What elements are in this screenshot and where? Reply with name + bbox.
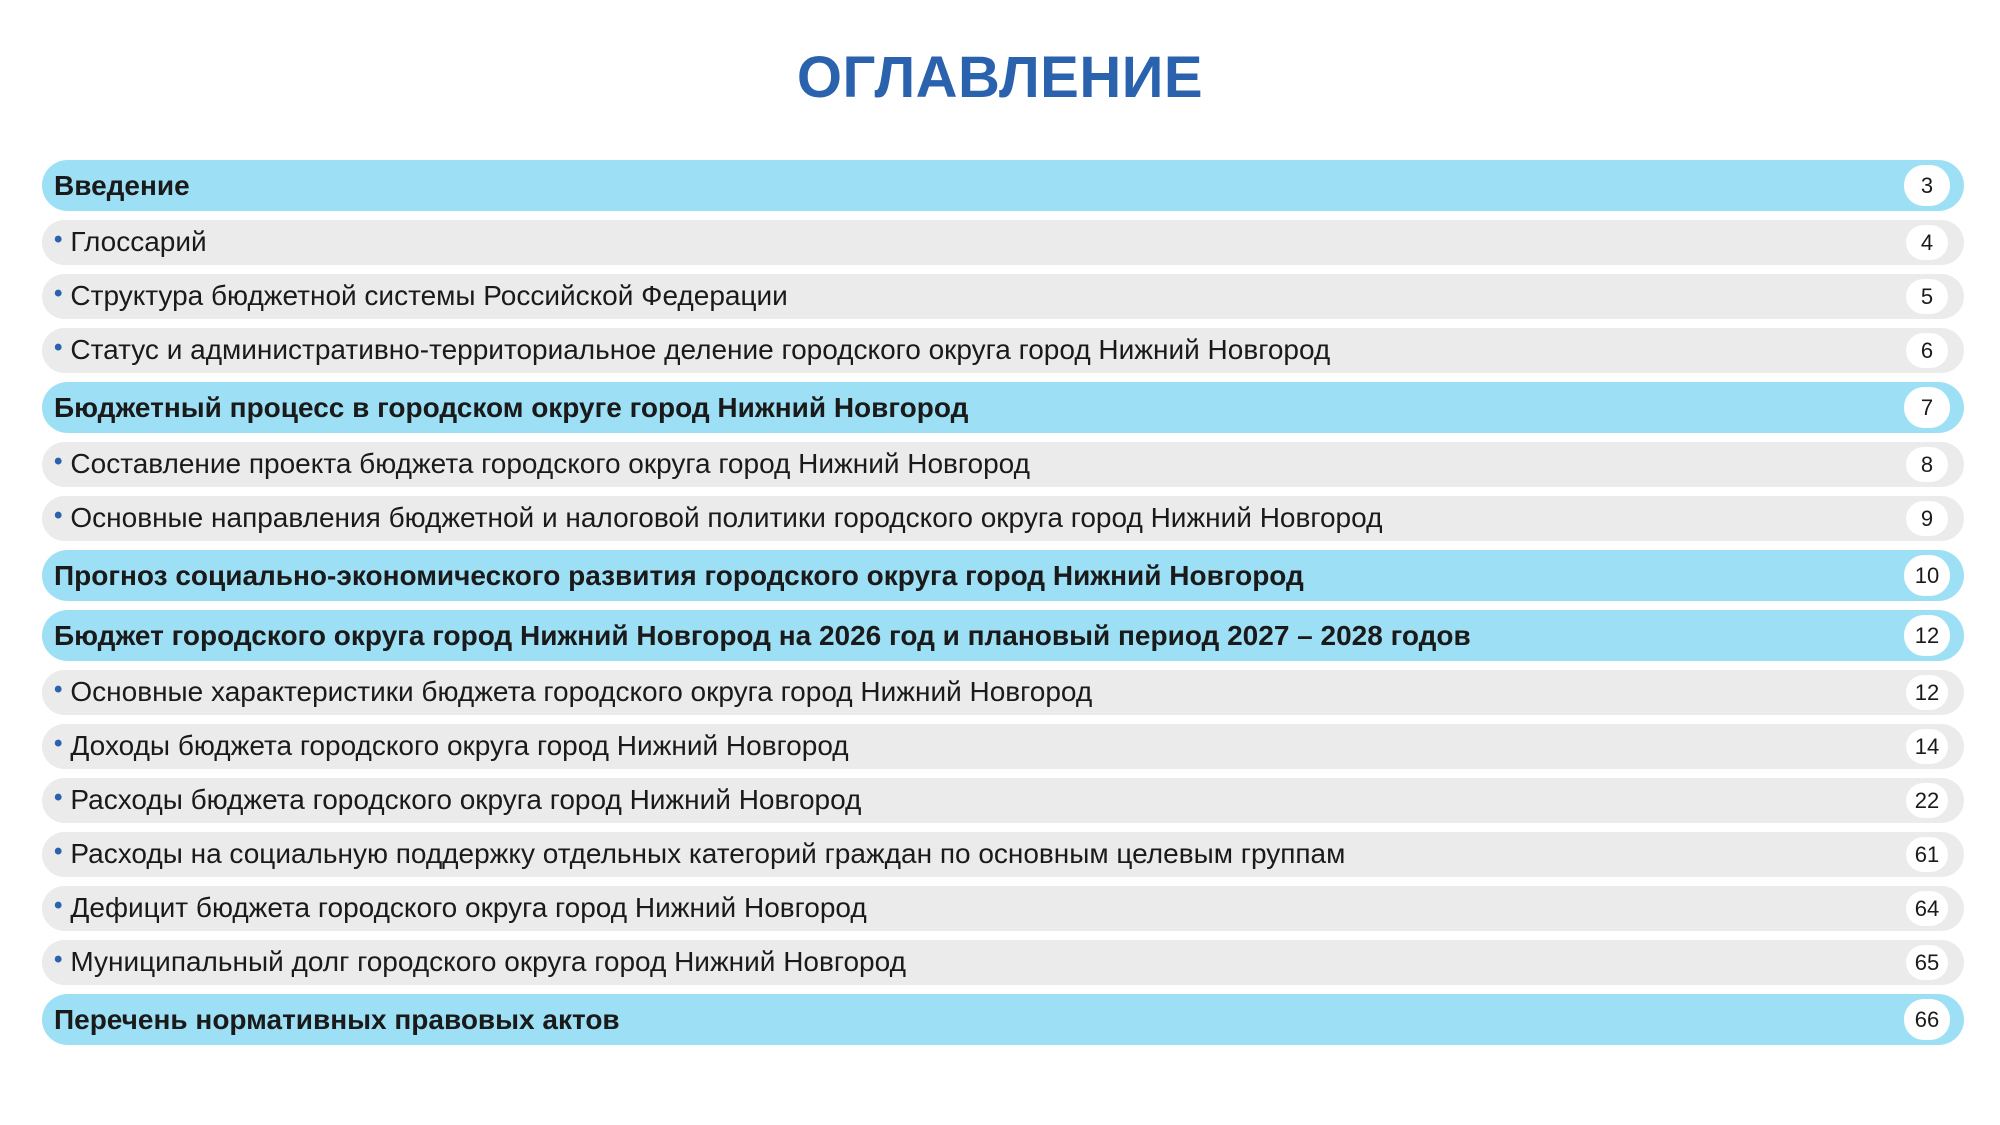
page-title: ОГЛАВЛЕНИЕ	[796, 45, 1204, 110]
toc-item-label: Основные направления бюджетной и налоговой политики городского округа город Нижний Новгород	[70, 502, 1383, 533]
toc-section-label: Перечень нормативных правовых актов	[54, 1004, 620, 1035]
toc-item-policy-directions[interactable]	[42, 496, 1964, 541]
toc-item-municipal-debt[interactable]	[42, 940, 1964, 985]
toc-item-label-wrap	[54, 448, 1030, 480]
toc-item-label-wrap	[54, 946, 906, 978]
toc-item-label: Основные характеристики бюджета городского округа город Нижний Новгород	[70, 676, 1093, 707]
toc-item-label: Расходы бюджета городского округа город Нижний Новгород	[70, 784, 862, 815]
toc-page-number: 22	[1906, 783, 1948, 818]
bullet-icon: •	[54, 448, 63, 475]
toc-item-main-characteristics[interactable]	[42, 670, 1964, 715]
toc-item-label: Доходы бюджета городского округа город Нижний Новгород	[70, 730, 849, 761]
bullet-icon: •	[54, 226, 63, 253]
toc-item-label-wrap	[54, 280, 788, 312]
toc-section-forecast[interactable]	[42, 550, 1964, 601]
toc-item-label-wrap	[54, 730, 849, 762]
toc-item-draft-budget[interactable]	[42, 442, 1964, 487]
toc-item-label-wrap	[54, 502, 1382, 534]
toc-section-label: Введение	[54, 170, 190, 201]
toc-item-label: Составление проекта бюджета городского округа город Нижний Новгород	[70, 448, 1030, 479]
bullet-icon: •	[54, 838, 63, 865]
toc-item-label-wrap	[54, 838, 1345, 870]
toc-item-status[interactable]	[42, 328, 1964, 373]
toc-page-number: 64	[1906, 891, 1948, 926]
toc-page-number: 12	[1904, 615, 1950, 656]
toc-item-deficit[interactable]	[42, 886, 1964, 931]
bullet-icon: •	[54, 502, 63, 529]
toc-section-label: Прогноз социально-экономического развития городского округа город Нижний Новгород	[54, 560, 1304, 591]
bullet-icon: •	[54, 946, 63, 973]
toc-page-number: 14	[1906, 729, 1948, 764]
toc-page-number: 8	[1906, 447, 1948, 482]
toc-section-label: Бюджетный процесс в городском округе город Нижний Новгород	[54, 392, 969, 423]
bullet-icon: •	[54, 892, 63, 919]
toc-item-label: Расходы на социальную поддержку отдельных категорий граждан по основным целевым группам	[70, 838, 1346, 869]
table-of-contents	[42, 160, 1964, 1054]
toc-item-budget-structure[interactable]	[42, 274, 1964, 319]
toc-item-label-wrap	[54, 226, 207, 258]
toc-item-label-wrap	[54, 784, 861, 816]
toc-section-label: Бюджет городского округа город Нижний Новгород на 2026 год и плановый период 2027 – 2028 годов	[54, 620, 1471, 651]
toc-page-number: 12	[1906, 675, 1948, 710]
toc-page-number: 7	[1904, 387, 1950, 428]
toc-item-expenses[interactable]	[42, 778, 1964, 823]
bullet-icon: •	[54, 730, 63, 757]
toc-page-number: 65	[1906, 945, 1948, 980]
toc-item-label-wrap	[54, 892, 867, 924]
toc-item-label-wrap	[54, 676, 1092, 708]
toc-page-number: 9	[1906, 501, 1948, 536]
toc-section-budget-process[interactable]	[42, 382, 1964, 433]
toc-page-number: 10	[1904, 555, 1950, 596]
toc-page-number: 61	[1906, 837, 1948, 872]
toc-item-label-wrap	[54, 334, 1330, 366]
toc-item-label: Статус и административно-территориальное деление городского округа город Нижний Новгород	[70, 334, 1331, 365]
toc-page-number: 3	[1904, 165, 1950, 206]
bullet-icon: •	[54, 676, 63, 703]
bullet-icon: •	[54, 784, 63, 811]
toc-section-budget-2026[interactable]	[42, 610, 1964, 661]
bullet-icon: •	[54, 334, 63, 361]
toc-item-label: Структура бюджетной системы Российской Федерации	[70, 280, 788, 311]
toc-item-label: Муниципальный долг городского округа город Нижний Новгород	[70, 946, 906, 977]
toc-item-label: Дефицит бюджета городского округа город Нижний Новгород	[70, 892, 867, 923]
toc-page-number: 5	[1906, 279, 1948, 314]
toc-item-label: Глоссарий	[70, 226, 207, 257]
bullet-icon: •	[54, 280, 63, 307]
toc-page-number: 6	[1906, 333, 1948, 368]
toc-page-number: 4	[1906, 225, 1948, 260]
toc-item-revenues[interactable]	[42, 724, 1964, 769]
toc-item-glossary[interactable]	[42, 220, 1964, 265]
toc-page-number: 66	[1904, 999, 1950, 1040]
toc-section-legal-acts[interactable]	[42, 994, 1964, 1045]
toc-section-introduction[interactable]	[42, 160, 1964, 211]
toc-item-social-support[interactable]	[42, 832, 1964, 877]
